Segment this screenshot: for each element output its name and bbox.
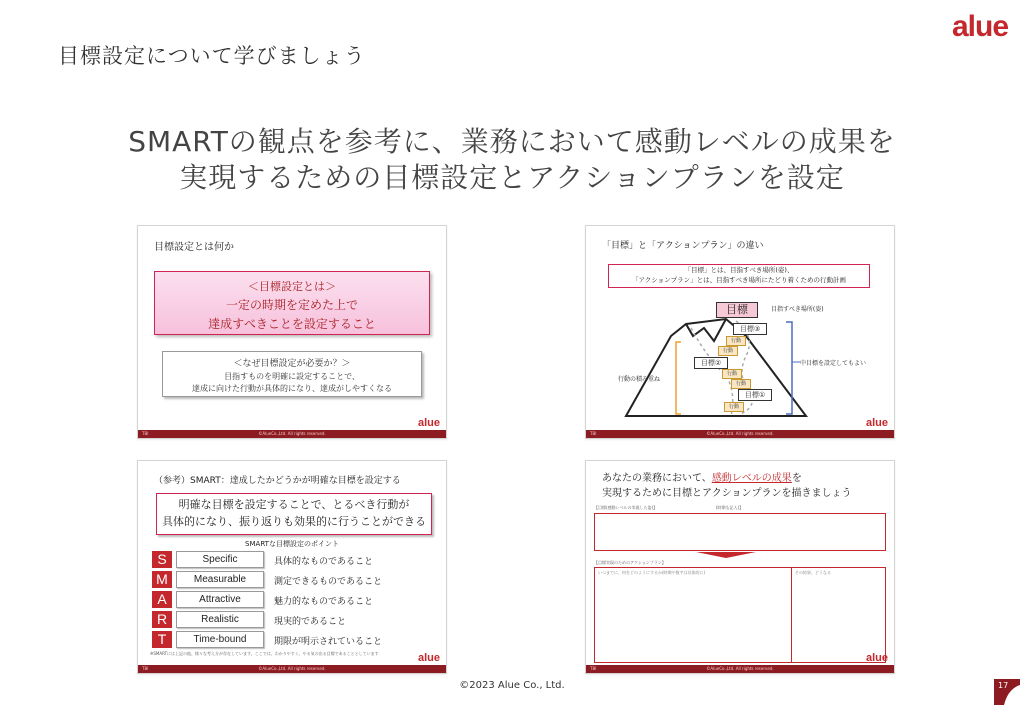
slide-copyright: ©AlueCo.,Ltd. All rights reserved. <box>706 666 774 671</box>
reason-head: ＜なぜ目標設定が必要か？＞ <box>233 359 351 369</box>
slide-logo: alue <box>417 652 440 664</box>
main-title-line2: 実現するための目標設定とアクションプランを設定 <box>179 161 845 194</box>
down-arrow-icon <box>696 552 756 558</box>
worksheet-heading <box>602 471 852 501</box>
action-box: 行動 <box>718 346 738 356</box>
slide-title: （参考）SMART：達成したかどうかが明確な目標を設定する <box>154 476 401 486</box>
definition-head: ＜目標設定とは＞ <box>248 280 336 293</box>
smart-word-time-bound: Time-bound <box>176 631 264 648</box>
goal-description: 目指すべき場所(姿) <box>771 306 824 313</box>
goal-label-box: 目標 <box>716 302 758 318</box>
goal-1-box: 目標① <box>738 389 772 401</box>
left-label: 行動の積み重ね <box>618 376 661 383</box>
smart-word-realistic: Realistic <box>176 611 264 628</box>
smart-desc-attractive: 魅力的なものであること <box>274 597 374 607</box>
goal-label: 【目標(感動レベルの実現した姿)】 <box>594 505 658 510</box>
slide-thumbnail-worksheet[interactable] <box>585 460 895 674</box>
definition-line1: 一定の時期を定めた上で <box>225 298 358 312</box>
points-title: SMARTな目標設定のポイント <box>245 540 339 548</box>
slide-title: 目標設定とは何か <box>154 242 234 253</box>
right-label: 中目標を設定してもよい <box>800 360 867 367</box>
smart-desc-measurable: 測定できるものであること <box>274 577 383 587</box>
slide-logo: alue <box>417 417 440 429</box>
page-heading: 目標設定について学びましょう <box>58 44 366 68</box>
plan-divider <box>791 568 792 662</box>
action-box: 行動 <box>722 369 742 379</box>
smart-word-specific: Specific <box>176 551 264 568</box>
plan-column-b: その結果、どうなる <box>795 570 831 575</box>
definition-line1: 「目標」とは、目指すべき場所(姿)、 <box>684 266 794 274</box>
action-box: 行動 <box>731 379 751 389</box>
smart-letter-m: M <box>152 571 172 588</box>
heading-highlight: 感動レベルの成果 <box>711 473 792 484</box>
slide-thumbnail-goal-vs-action[interactable] <box>585 225 895 439</box>
smart-word-measurable: Measurable <box>176 571 264 588</box>
definition-box <box>154 271 430 335</box>
goal-3-box: 目標③ <box>733 323 767 335</box>
main-title-line1: SMARTの観点を参考に、業務において感動レベルの成果を <box>128 125 896 158</box>
slide-title: 「目標」と「アクションプラン」の違い <box>602 241 764 251</box>
smart-desc-time-bound: 期限が明示されていること <box>274 637 383 647</box>
slide-code: TBI <box>142 431 149 436</box>
smart-word-attractive: Attractive <box>176 591 264 608</box>
deadline-label: (時期も記入)】 <box>716 505 744 510</box>
slide-thumbnail-smart[interactable] <box>137 460 447 674</box>
slide-thumbnail-goal-definition[interactable] <box>137 225 447 439</box>
reason-line1: 目指すものを明確に設定することで、 <box>224 372 360 381</box>
smart-letter-t: T <box>152 631 172 648</box>
slide-logo: alue <box>865 652 888 664</box>
slide-code: TBI <box>142 666 149 671</box>
brand-logo: alue <box>951 10 1008 43</box>
slide-copyright: ©AlueCo.,Ltd. All rights reserved. <box>706 431 774 436</box>
copyright: ©2023 Alue Co., Ltd. <box>459 680 565 691</box>
action-box: 行動 <box>726 336 746 346</box>
heading-pre: あなたの業務において、 <box>602 473 712 484</box>
smart-letter-r: R <box>152 611 172 628</box>
smart-desc-specific: 具体的なものであること <box>274 557 374 567</box>
slide-copyright: ©AlueCo.,Ltd. All rights reserved. <box>258 666 326 671</box>
heading-post: を <box>791 473 802 484</box>
goal-2-box: 目標② <box>694 357 728 369</box>
reason-box <box>162 351 422 397</box>
slide-logo: alue <box>865 417 888 429</box>
page-number-badge <box>994 679 1020 705</box>
action-box: 行動 <box>724 402 744 412</box>
plan-input-area[interactable] <box>594 567 886 663</box>
page-number: 17 <box>998 681 1009 690</box>
smart-letter-s: S <box>152 551 172 568</box>
slide-code: TBI <box>590 431 597 436</box>
smart-note: ※SMARTには上記の他、様々な考え方が存在しています。ここでは、わかりやすく、やる気の出る目標であることとしています <box>150 651 379 656</box>
goal-input-area[interactable] <box>594 513 886 551</box>
summary-line1: 明確な目標を設定することで、とるべき行動が <box>178 498 410 511</box>
summary-line2: 具体的になり、振り返りも効果的に行うことができる <box>162 515 426 528</box>
plan-column-a: いつまでに、何をどのようにするか(時期や数字は具体的に) <box>598 570 706 575</box>
corner-swoosh-icon <box>994 679 1020 705</box>
smart-summary-box <box>156 493 432 535</box>
plan-label: 【目標実現のためのアクションプラン】 <box>594 560 666 565</box>
definition-line2: 「アクションプラン」とは、目指すべき場所にたどり着くための行動計画 <box>631 276 847 284</box>
slide-code: TBI <box>590 666 597 671</box>
smart-desc-realistic: 現実的であること <box>274 617 347 627</box>
reason-line2: 達成に向けた行動が具体的になり、達成がしやすくなる <box>192 384 392 393</box>
heading-line2: 実現するために目標とアクションプランを描きましょう <box>602 488 852 499</box>
slide-copyright: ©AlueCo.,Ltd. All rights reserved. <box>258 431 326 436</box>
smart-letter-a: A <box>152 591 172 608</box>
definition-line2: 達成すべきことを設定すること <box>208 317 376 331</box>
